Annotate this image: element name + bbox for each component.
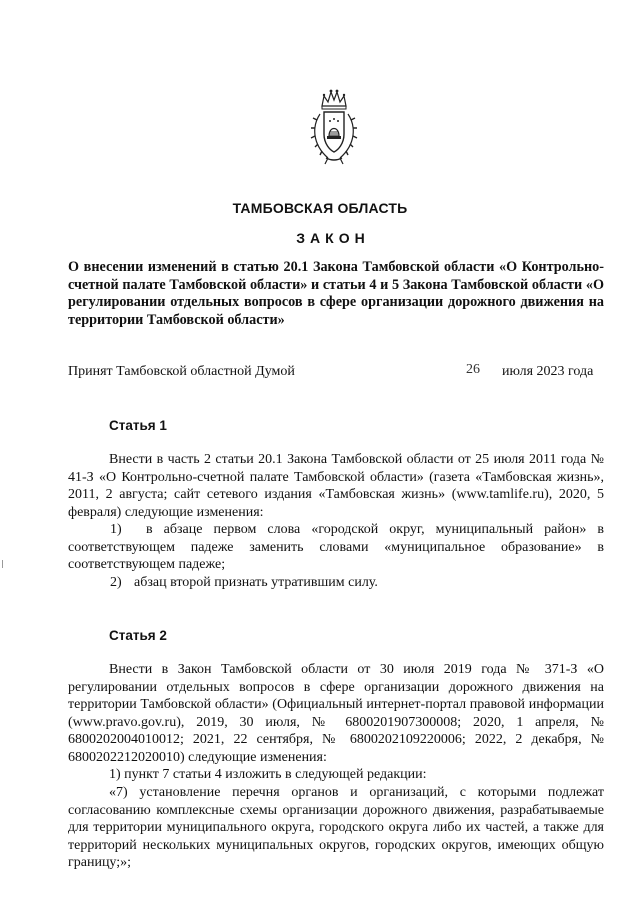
adopted-by: Принят Тамбовской областной Думой <box>68 364 295 379</box>
article-2-intro: Внести в Закон Тамбовской области от 30 июля 2019 года № 371-З «О регулировании отдельных вопросов в сфере организации дорожного движения на территории Тамбовской области» (Официальный интернет-портал правовой информации (www.pravo.gov.ru), 2019, 30 июля, № 6800201907300008; 2020, 1 апреля, № 6800202004010012; 2021, 22 сентября, № 6800202109220006; 2022, 2 декабря, № 6800202212020010) следующие изменения: <box>68 662 604 765</box>
article-1-intro: Внести в часть 2 статьи 20.1 Закона Тамбовской области от 25 июля 2011 года № 41-З «О Контрольно-счетной палате Тамбовской области» (газета «Тамбовская жизнь», 2011, 2 августа; сайт сетевого издания «Тамбовская жизнь» (www.tamlife.ru), 2020, 5 февраля) следующие изменения: <box>68 452 604 520</box>
tambov-coat-of-arms-icon <box>308 88 360 166</box>
document-type: ЗАКОН <box>296 230 370 246</box>
region-name: ТАМБОВСКАЯ ОБЛАСТЬ <box>232 200 408 216</box>
article-2-heading: Статья 2 <box>109 628 167 643</box>
law-title: О внесении изменений в статью 20.1 Закона Тамбовской области «О Контрольно-счетной палате Тамбовской области» и статьи 4 и 5 Закона Тамбовской области «О регулировании отдельных вопросов в сфере организации дорожного движения на территории Тамбовской области» <box>68 259 604 328</box>
item-text: абзац второй признать утратившим силу. <box>134 575 378 590</box>
article-1-heading: Статья 1 <box>109 418 167 433</box>
article-2-quote: «7) установление перечня органов и организаций, с которыми подлежат согласованию комплексные схемы организации дорожного движения, разрабатываемые для территории муниципального округа, городского округа либо их частей, а также для территорий нескольких муниципальных округов, городских округов, имеющих общую границу;»; <box>68 785 604 870</box>
article-1-item-1 <box>68 521 604 574</box>
item-text: в абзаце первом слова «городской округ, муниципальный район» в соответствующем падеже заменить словами «муниципальное образование» в соответствующем падеже; <box>68 522 604 572</box>
adopted-month-year: июля 2023 года <box>502 364 594 379</box>
article-2-item-1: 1) пункт 7 статьи 4 изложить в следующей редакции: <box>109 767 427 782</box>
margin-mark <box>2 560 3 568</box>
item-number: 2) <box>110 575 122 590</box>
item-number: 1) <box>110 522 122 537</box>
adopted-day: 26 <box>466 362 480 377</box>
article-1-item-2 <box>68 574 604 592</box>
